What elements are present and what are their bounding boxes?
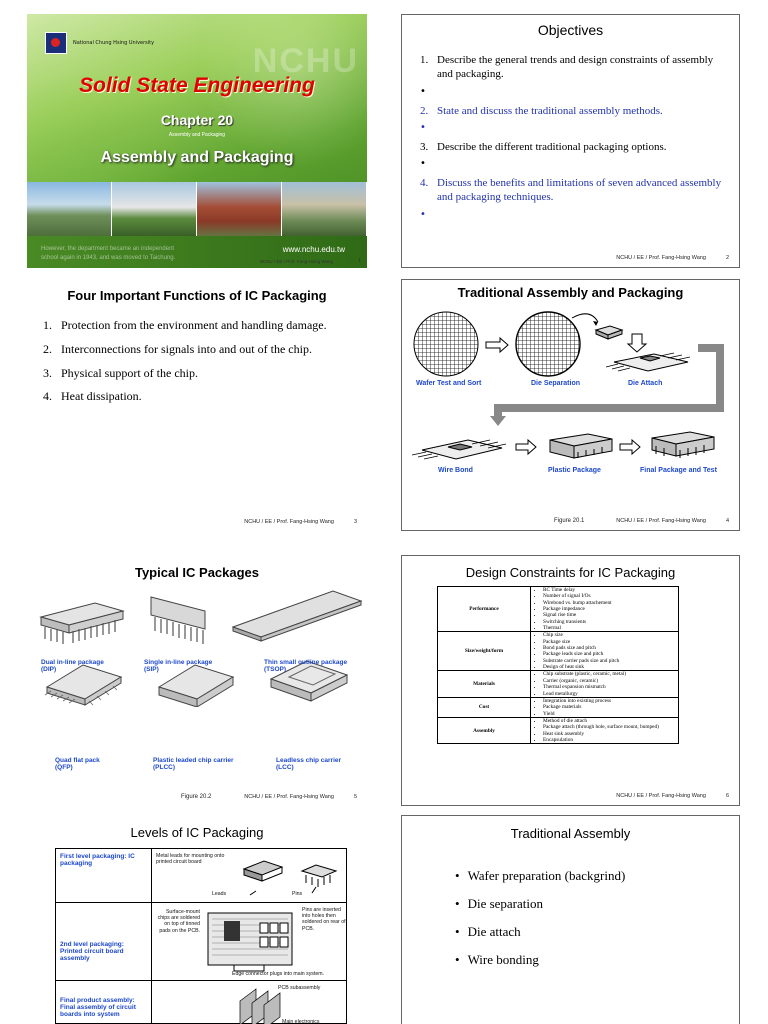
slide-title: Typical IC Packages [134, 565, 260, 580]
list-item [420, 157, 732, 170]
arrow-right-icon [620, 440, 640, 454]
item-text: Describe the general trends and design constraints of assembly and packaging. [437, 54, 714, 81]
table-row [438, 587, 679, 632]
constraint-item: • Thermal [543, 625, 676, 631]
constraint-item: • Package size [543, 639, 676, 645]
constraint-items [531, 717, 679, 743]
item-text: Describe the different traditional packaging options. [437, 140, 667, 153]
package-abbrev: (QFP) [55, 764, 73, 772]
list-item [43, 389, 358, 405]
list-item: • Wafer preparation (backgrind) [455, 868, 625, 884]
item-number: 3. [420, 140, 429, 153]
caption-die-separation: Die Separation [531, 380, 581, 387]
curved-arrow-icon [572, 314, 598, 326]
campus-photos [27, 182, 367, 238]
item-text: State and discuss the traditional assembly methods. [437, 104, 663, 117]
slide-footer [616, 518, 729, 524]
constraint-category: Cost [438, 697, 531, 717]
constraints-table [437, 586, 679, 744]
campus-photo [112, 182, 197, 238]
figure-label: Figure 20.2 [181, 794, 212, 800]
table-row [438, 632, 679, 671]
list-item [43, 318, 358, 334]
constraint-item: • RC Time delay [543, 587, 676, 593]
slide-2-objectives [401, 14, 740, 268]
item-number: 1. [43, 318, 52, 332]
list-item [43, 366, 358, 382]
constraint-item: • Switching transients [543, 619, 676, 625]
footer-text: NCHU / EE / Prof. Fang-Hsing Wang [244, 519, 334, 525]
chapter-subtitle: Assembly and Packaging [168, 132, 226, 138]
slide-number: 6 [725, 793, 729, 799]
constraint-items [531, 587, 679, 632]
university-crest-icon [45, 32, 67, 54]
level-label: First level packaging: IC packaging [56, 849, 152, 902]
slide-title: Objectives [537, 22, 604, 38]
arrow-down-icon [628, 334, 646, 352]
constraint-item: • Wirebond vs. bump attachement [543, 600, 676, 606]
item-number: 3. [43, 365, 52, 380]
constraint-item: • Package materials [543, 704, 676, 710]
table-row [438, 671, 679, 697]
list-item [43, 342, 358, 358]
constraint-item: • Package impedance [543, 606, 676, 612]
arrow-right-icon [516, 440, 536, 454]
slide-number: 5 [353, 794, 357, 800]
slide-6-design-constraints [401, 555, 740, 806]
constraint-item: • Chip substrate (plastic, ceramic, metal) [543, 671, 676, 677]
constraint-item: • Heat sink assembly [543, 731, 676, 737]
list-item [420, 208, 732, 221]
history-line: However, the department became an independent [41, 245, 175, 252]
constraint-list [533, 587, 676, 631]
constraint-item: • Yield [543, 711, 676, 717]
bullet-marker: • [420, 85, 426, 97]
tsop-package-icon [233, 591, 361, 641]
package-sip [144, 659, 212, 677]
slide-7-levels [27, 815, 367, 1024]
package-name: Quad flat pack [55, 757, 100, 764]
caption-plastic-package: Plastic Package [548, 467, 601, 474]
list-item [420, 53, 732, 82]
campus-photo [197, 182, 282, 238]
constraint-items [531, 632, 679, 671]
title-english: Solid State Engineering [79, 74, 315, 97]
package-tsop [264, 659, 347, 677]
item-text: Physical support of the chip. [61, 365, 198, 380]
constraint-item: • Thermal expansion mismatch [543, 684, 676, 690]
footer-text: NCHU / EE / Prof. Fang-Hsing Wang [244, 794, 334, 800]
constraint-category: Assembly [438, 717, 531, 743]
constraint-list [533, 718, 676, 743]
caption-wire-bond: Wire Bond [438, 467, 473, 474]
campus-photo [282, 182, 367, 238]
constraint-item: • Substrate carrier pads size and pitch [543, 658, 676, 664]
wire-bond-icon [412, 440, 506, 459]
die-icon [596, 326, 622, 339]
constraint-item: • Integration into existing process [543, 698, 676, 704]
package-dip [41, 659, 104, 677]
item-number: 2. [43, 341, 52, 356]
assembly-steps-list [455, 868, 625, 980]
caption-die-attach: Die Attach [628, 380, 663, 387]
constraint-item: • Package attach (through hole, surface mount, bumped) [543, 724, 676, 730]
constraint-item: • Design of heat sink [543, 664, 676, 670]
history-text [41, 245, 271, 264]
through-hole-note: Pins are inserted into holes then soldered on rear of PCB. [302, 907, 346, 932]
list-item [420, 104, 732, 118]
bullet-marker: • [420, 208, 426, 220]
package-name: Dual in-line package [41, 659, 104, 666]
slide-footer [244, 519, 357, 525]
list-item: • Die separation [455, 896, 625, 912]
slide-number: 2 [725, 255, 729, 261]
item-number: 1. [420, 54, 429, 66]
campus-photo [27, 182, 112, 238]
slide-number: 3 [353, 519, 357, 525]
constraint-category: Performance [438, 587, 531, 632]
level-label: Final product assembly: Final assembly of circuit boards into system [56, 981, 152, 1024]
university-subtitle: National Chung Hsing University [73, 40, 155, 46]
arrow-right-icon [486, 338, 508, 352]
pcb-subassembly-label: PCB subassembly [278, 985, 321, 991]
constraint-list [533, 671, 676, 696]
ic-package-drawing [152, 849, 342, 903]
slide-title: Design Constraints for IC Packaging [465, 565, 676, 580]
level-description: Metal leads for mounting onto printed circuit board [156, 853, 225, 866]
constraint-item: • Carrier (organic, ceramic) [543, 678, 676, 684]
list-item [420, 85, 732, 98]
slide-number: 1 [358, 258, 361, 264]
list-item [420, 121, 732, 134]
level-row [56, 849, 346, 903]
package-name: Thin small outline package [264, 659, 348, 666]
list-item: • Die attach [455, 924, 625, 940]
bullet-marker: • [420, 121, 426, 133]
slide-footer: NCHU / EE / Prof. Fang-Hsing Wang [259, 259, 333, 264]
leadframe-icon [606, 353, 690, 371]
constraint-item: • Method of die attach [543, 718, 676, 724]
footer-text: NCHU / EE / Prof. Fang-Hsing Wang [616, 518, 706, 524]
caption-wafer-test: Wafer Test and Sort [416, 380, 482, 387]
constraint-item: • Chip size [543, 632, 676, 638]
final-package-icon [652, 432, 714, 458]
package-abbrev: (LCC) [276, 764, 294, 772]
slide-5-typical-packages [27, 555, 367, 806]
topic-title: Assembly and Packaging [100, 149, 294, 166]
package-name: Plastic leaded chip carrier [153, 757, 234, 764]
slide-4-traditional-assembly [401, 279, 740, 531]
footer-text: NCHU / EE / Prof. Fang-Hsing Wang [616, 793, 706, 799]
package-qfp [55, 757, 100, 775]
package-name: Single in-line package [144, 659, 213, 666]
constraint-items [531, 697, 679, 717]
constraint-list [533, 632, 676, 670]
package-abbrev: (DIP) [41, 666, 57, 674]
watermark: NCHU [252, 42, 359, 80]
plastic-package-icon [550, 434, 612, 458]
constraint-item: • Lead metallurgy [543, 691, 676, 697]
level-row [56, 903, 346, 981]
dip-package-icon [41, 603, 123, 644]
item-number: 4. [43, 389, 52, 404]
slide-title: Four Important Functions of IC Packaging [67, 288, 327, 303]
main-electronics-label: Main electronics [282, 1019, 320, 1024]
edge-connector-note: Edge connector plugs into main system. [232, 971, 324, 977]
leads-label: Leads [212, 891, 227, 897]
slide-footer [616, 793, 729, 799]
item-number: 4. [420, 177, 429, 190]
item-number: 2. [420, 104, 429, 117]
history-line: school again in 1943, and was moved to Taichung. [41, 255, 176, 262]
item-text: Discuss the benefits and limitations of seven advanced assembly and packaging techniques. [437, 177, 722, 204]
package-abbrev: (SIP) [144, 666, 159, 674]
surface-mount-note: Surface-mount chips are soldered on top of tinned pads on the PCB. [157, 909, 200, 934]
slide-8-traditional-assembly [401, 815, 740, 1024]
assembly-flow-diagram [402, 304, 739, 504]
level-label: 2nd level packaging: Printed circuit board assembly [56, 903, 152, 980]
package-illustrations [27, 587, 367, 707]
constraint-item: • Package leads size and pitch [543, 651, 676, 657]
level-row [56, 981, 346, 1024]
constraint-item: • Encapsulation [543, 737, 676, 743]
slide-title: Traditional Assembly [510, 826, 631, 841]
constraint-category: Materials [438, 671, 531, 697]
list-item [420, 176, 732, 205]
slide-footer [244, 794, 357, 800]
website-url: www.nchu.edu.tw [282, 245, 345, 254]
constraint-item: • Number of signal I/Os [543, 593, 676, 599]
table-row [438, 717, 679, 743]
package-abbrev: (TSOP) [264, 666, 287, 674]
pins-label: Pins [292, 891, 303, 897]
wafer-icon [414, 312, 478, 376]
levels-table [55, 848, 347, 1024]
objectives-list [420, 53, 732, 227]
constraint-list [533, 698, 676, 717]
slide-title: Levels of IC Packaging [130, 825, 264, 840]
sip-package-icon [151, 597, 205, 644]
chapter-label: Chapter 20 [160, 112, 234, 128]
slide-footer [616, 255, 729, 261]
slide-3-functions [27, 279, 367, 531]
item-text: Protection from the environment and handling damage. [61, 318, 327, 332]
university-logo [45, 32, 154, 54]
constraint-item: • Signal rise time [543, 612, 676, 618]
package-plcc [153, 757, 234, 775]
list-item: • Wire bonding [455, 952, 625, 968]
functions-list [43, 318, 358, 413]
package-abbrev: (PLCC) [153, 764, 176, 772]
footer-text: NCHU / EE / Prof. Fang-Hsing Wang [616, 255, 706, 261]
package-lcc [276, 757, 341, 775]
item-text: Interconnections for signals into and out of the chip. [61, 341, 312, 356]
slide-number: 4 [725, 518, 729, 524]
constraint-items [531, 671, 679, 697]
constraint-category: Size/weight/form [438, 632, 531, 671]
slide-title: Traditional Assembly and Packaging [457, 285, 684, 300]
pcb-drawing [204, 905, 298, 975]
package-name: Leadless chip carrier [276, 757, 342, 764]
item-text: Heat dissipation. [61, 389, 142, 404]
slide-1-title [27, 14, 367, 268]
separated-wafer-icon [516, 312, 580, 376]
figure-label: Figure 20.1 [554, 518, 585, 524]
list-item [420, 140, 732, 154]
constraint-item: • Bond pads size and pitch [543, 645, 676, 651]
bullet-marker: • [420, 158, 426, 170]
caption-final-package: Final Package and Test [640, 467, 717, 474]
table-row [438, 697, 679, 717]
